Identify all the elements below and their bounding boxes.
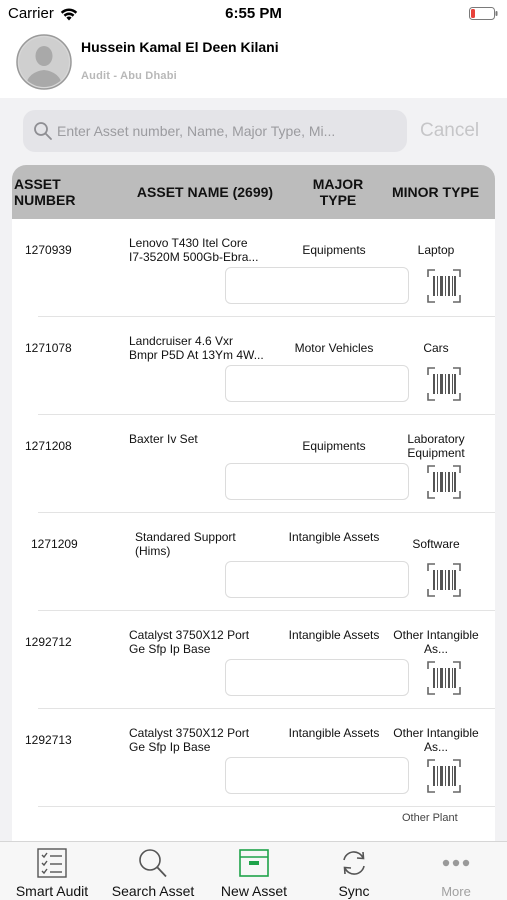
asset-name-line: Standared Support bbox=[135, 530, 236, 544]
barcode-icon bbox=[426, 562, 462, 598]
asset-note-input[interactable] bbox=[225, 659, 409, 696]
table-row[interactable] bbox=[12, 513, 495, 611]
cancel-button[interactable]: Cancel bbox=[420, 120, 480, 141]
main-content bbox=[0, 98, 507, 841]
tab-label: New Asset bbox=[220, 883, 288, 899]
column-header-major-type[interactable]: MAJOR TYPE bbox=[312, 176, 364, 208]
tab-label: More bbox=[441, 884, 471, 899]
column-header-asset-number[interactable]: ASSET NUMBER bbox=[14, 176, 76, 208]
asset-number: 1271209 bbox=[31, 537, 78, 551]
table-rows bbox=[12, 219, 495, 841]
asset-note-input[interactable] bbox=[225, 365, 409, 402]
major-type: Intangible Assets bbox=[288, 726, 380, 740]
minor-type: Other Intangible As... bbox=[393, 628, 479, 656]
barcode-icon bbox=[426, 268, 462, 304]
asset-name-line: Baxter Iv Set bbox=[129, 432, 198, 446]
new-asset-icon bbox=[238, 848, 270, 878]
sync-icon bbox=[338, 848, 370, 878]
asset-number: 1292712 bbox=[25, 635, 72, 649]
asset-note-input[interactable] bbox=[225, 463, 409, 500]
column-header-minor-type[interactable]: MINOR TYPE bbox=[392, 184, 480, 200]
user-subtitle: Audit - Abu Dhabi bbox=[81, 70, 177, 82]
tab-bar bbox=[0, 841, 507, 900]
asset-name bbox=[129, 726, 284, 754]
barcode-scan-button[interactable] bbox=[426, 366, 462, 402]
asset-name bbox=[135, 530, 290, 558]
minor-type: Laboratory Equipment bbox=[407, 432, 465, 460]
barcode-scan-button[interactable] bbox=[426, 464, 462, 500]
table-row[interactable] bbox=[12, 709, 495, 807]
asset-table bbox=[12, 165, 495, 841]
avatar[interactable] bbox=[16, 34, 72, 90]
tab-sync[interactable] bbox=[306, 842, 402, 900]
user-header bbox=[0, 28, 507, 98]
asset-name-line: Ge Sfp Ip Base bbox=[129, 642, 211, 656]
clock: 6:55 PM bbox=[225, 5, 282, 22]
asset-name bbox=[129, 334, 284, 362]
tab-label: Smart Audit bbox=[15, 883, 89, 899]
minor-type: Laptop bbox=[417, 243, 455, 257]
tab-search-asset[interactable] bbox=[104, 842, 202, 900]
search-input[interactable] bbox=[57, 110, 397, 152]
asset-name-line: Ge Sfp Ip Base bbox=[129, 740, 211, 754]
table-header bbox=[12, 165, 495, 219]
asset-name-line: I7-3520M 500Gb-Ebra... bbox=[129, 250, 259, 264]
barcode-icon bbox=[426, 464, 462, 500]
search-icon bbox=[33, 121, 53, 141]
carrier-label: Carrier bbox=[8, 5, 54, 22]
search-row bbox=[0, 98, 507, 164]
tab-new-asset[interactable] bbox=[202, 842, 306, 900]
table-row[interactable] bbox=[12, 611, 495, 709]
table-row[interactable] bbox=[12, 317, 495, 415]
barcode-icon bbox=[426, 660, 462, 696]
asset-name bbox=[129, 432, 284, 446]
barcode-icon bbox=[426, 758, 462, 794]
asset-name-line: Landcruiser 4.6 Vxr bbox=[129, 334, 234, 348]
asset-number: 1271078 bbox=[25, 341, 72, 355]
asset-number: 1271208 bbox=[25, 439, 72, 453]
column-header-asset-name[interactable]: ASSET NAME (2699) bbox=[136, 184, 274, 200]
major-type: Equipments bbox=[302, 439, 366, 453]
tab-smart-audit[interactable] bbox=[0, 842, 104, 900]
search-icon bbox=[137, 848, 169, 878]
asset-number: 1292713 bbox=[25, 733, 72, 747]
asset-name-line: Lenovo T430 Itel Core bbox=[129, 236, 248, 250]
asset-note-input[interactable] bbox=[225, 561, 409, 598]
major-type: Intangible Assets bbox=[288, 530, 380, 544]
asset-name-line: Catalyst 3750X12 Port bbox=[129, 628, 250, 642]
asset-name-line: (Hims) bbox=[135, 544, 171, 558]
asset-name bbox=[129, 236, 284, 264]
barcode-scan-button[interactable] bbox=[426, 660, 462, 696]
status-bar bbox=[0, 0, 507, 28]
major-type: Motor Vehicles bbox=[294, 341, 374, 355]
major-type: Equipments bbox=[302, 243, 366, 257]
minor-type: Other Plant bbox=[402, 812, 458, 824]
barcode-scan-button[interactable] bbox=[426, 562, 462, 598]
minor-type: Cars bbox=[423, 341, 449, 355]
table-row[interactable] bbox=[12, 219, 495, 317]
tab-label: Sync bbox=[338, 883, 370, 899]
checklist-icon bbox=[36, 848, 68, 878]
user-name: Hussein Kamal El Deen Kilani bbox=[81, 39, 279, 55]
search-box[interactable] bbox=[23, 110, 407, 152]
major-type: Intangible Assets bbox=[288, 628, 380, 642]
table-row[interactable] bbox=[12, 415, 495, 513]
table-row[interactable] bbox=[12, 807, 495, 841]
barcode-icon bbox=[426, 366, 462, 402]
minor-type: Other Intangible As... bbox=[393, 726, 479, 754]
more-dots-icon bbox=[440, 848, 472, 878]
minor-type: Software bbox=[412, 537, 460, 551]
asset-note-input[interactable] bbox=[225, 267, 409, 304]
asset-number: 1270939 bbox=[25, 243, 72, 257]
tab-more[interactable] bbox=[406, 842, 506, 900]
tab-label: Search Asset bbox=[111, 883, 195, 899]
barcode-scan-button[interactable] bbox=[426, 758, 462, 794]
asset-name bbox=[129, 628, 284, 656]
battery-icon bbox=[469, 7, 498, 20]
barcode-scan-button[interactable] bbox=[426, 268, 462, 304]
asset-note-input[interactable] bbox=[225, 757, 409, 794]
asset-name-line: Bmpr P5D At 13Ym 4W... bbox=[129, 348, 264, 362]
asset-name-line: Catalyst 3750X12 Port bbox=[129, 726, 250, 740]
